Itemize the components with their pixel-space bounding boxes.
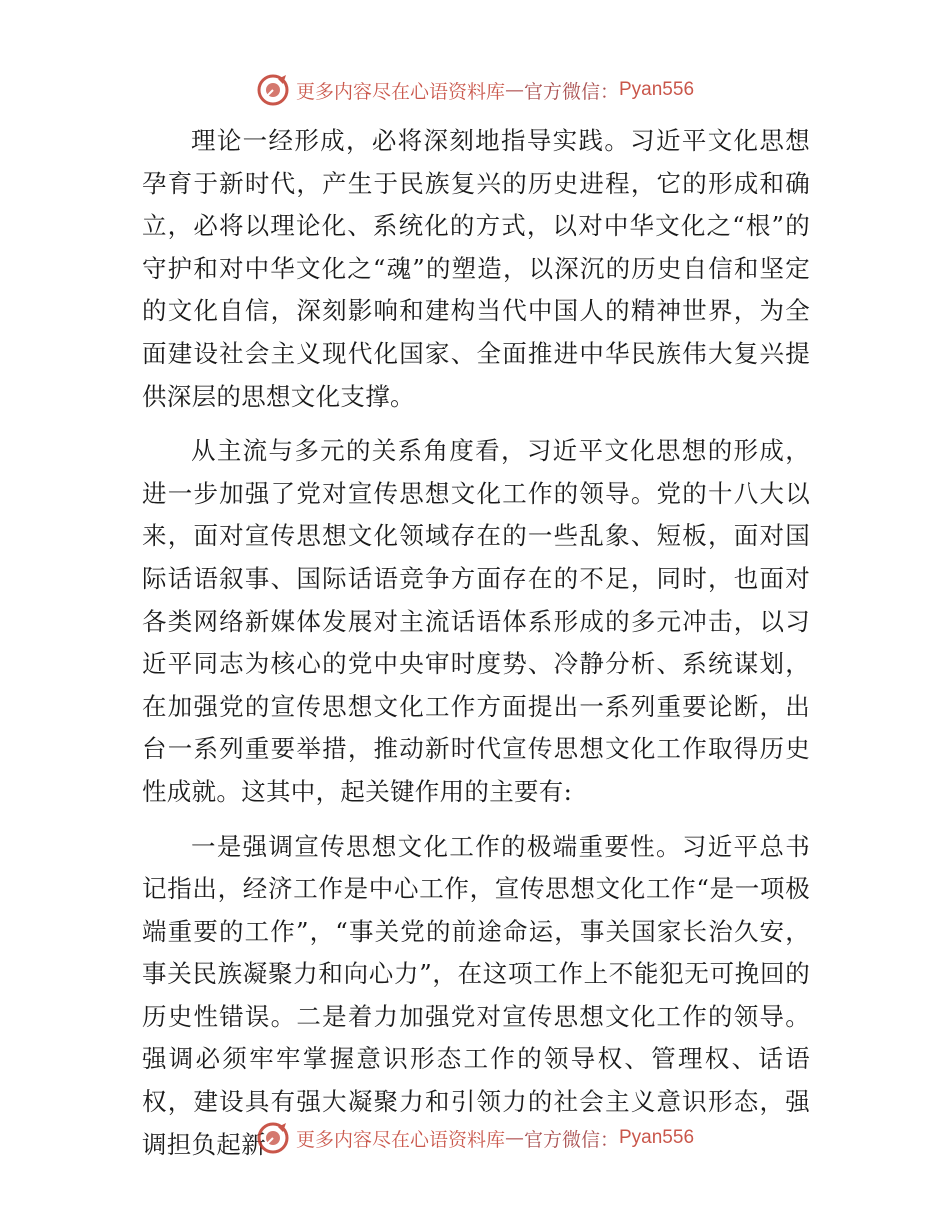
brand-text: 更多内容尽在心语资料库 [295, 1128, 505, 1151]
brand-text: 更多内容尽在心语资料库 [295, 80, 505, 103]
banner-separator: — [504, 1127, 524, 1149]
brand-logo-icon [256, 73, 290, 107]
paragraph-3: 一是强调宣传思想文化工作的极端重要性。习近平总书记指出，经济工作是中心工作，宣传思想文化工作“是一项极端重要的工作”，“事关党的前途命运，事关国家长治久安，事关民族凝聚力和向心力”，在这项工作上不能犯无可挽回的历史性错误。二是着力加强党对宣传思想文化工作的领导。强调必须牢牢掌握意识形态工作的领导权、管理权、话语权，建设具有强大凝聚力和引领力的社会主义意识形态，强调担负起新 [142, 831, 810, 1159]
footer-watermark-banner [0, 1118, 950, 1158]
brand-logo-icon [256, 1121, 290, 1155]
document-body [142, 120, 810, 1178]
wechat-id: Pyan556 [619, 1127, 695, 1148]
banner-separator: — [504, 79, 524, 101]
paragraph-1: 理论一经形成，必将深刻地指导实践。习近平文化思想孕育于新时代，产生于民族复兴的历史进程，它的形成和确立，必将以理论化、系统化的方式，以对中华文化之“根”的守护和对中华文化之“魂”的塑造，以深沉的历史自信和坚定的文化自信，深刻影响和建构当代中国人的精神世界，为全面建设社会主义现代化国家、全面推进中华民族伟大复兴提供深层的思想文化支撑。 [142, 126, 810, 411]
wechat-label: 官方微信： [523, 1128, 619, 1151]
wechat-label: 官方微信： [523, 80, 619, 103]
header-watermark-banner [0, 70, 950, 110]
wechat-id: Pyan556 [619, 79, 695, 100]
paragraph-2: 从主流与多元的关系角度看，习近平文化思想的形成，进一步加强了党对宣传思想文化工作的领导。党的十八大以来，面对宣传思想文化领域存在的一些乱象、短板，面对国际话语叙事、国际话语竞争方面存在的不足，同时，也面对各类网络新媒体发展对主流话语体系形成的多元冲击，以习近平同志为核心的党中央审时度势、冷静分析、系统谋划，在加强党的宣传思想文化工作方面提出一系列重要论断，出台一系列重要举措，推动新时代宣传思想文化工作取得历史性成就。这其中，起关键作用的主要有: [142, 436, 810, 806]
